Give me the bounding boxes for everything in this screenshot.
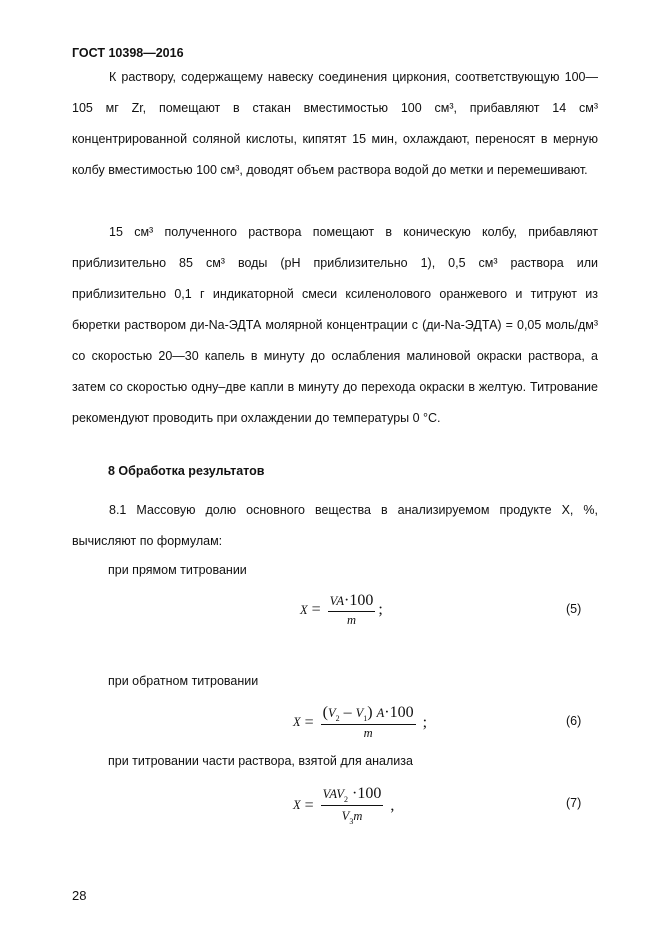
formula-6: X = $\frac{(V_2 - V_1) A\cdot 100}{m}$ ; xyxy=(293,704,428,741)
document-header: ГОСТ 10398—2016 xyxy=(72,46,184,60)
formula-5: X = $\frac{VA\cdot 100}{m}$ ; xyxy=(300,592,383,627)
paragraph-dissolution: К раствору, содержащему навеску соединения циркония, соответствующую 100—105 мг Zr, помещают в стакан вместимостью 100 см³, прибавляют 14 см³ концентрированной соляной кислоты, кипятят 15 мин, охлаждают, переносят в мерную колбу вместимостью 100 см³, доводят объем раствора водой до метки и перемешивают. xyxy=(72,70,598,177)
paragraph-titration: 15 см³ полученного раствора помещают в коническую колбу, прибавляют приблизительно 85 см³ воды (pH приблизительно 1), 0,5 см³ раствора или приблизительно 0,1 г индикаторной смеси ксиленолового оранжевого и титруют из бюретки раствором ди-Na-ЭДТА молярной концентрации c (ди-Na-ЭДТА) = 0,05 моль/дм³ со скоростью 20—30 капель в минуту до ослабления малиновой окраски раствора, а затем со скоростью одну–две капли в минуту до перехода окраски в желтую. Титрование рекомендуют проводить при охлаждении до температуры 0 °С. xyxy=(72,225,598,425)
page-number: 28 xyxy=(72,888,87,903)
section-heading: 8 Обработка результатов xyxy=(108,464,265,478)
formula-7: X = $\frac{VAV_2 \cdot 100}{V_3m}$ , xyxy=(293,785,395,827)
equation-number-5: (5) xyxy=(566,602,582,616)
paragraph-calculation: 8.1 Массовую долю основного вещества в анализируемом продукте X, %, вычисляют по формулам: xyxy=(72,503,598,548)
label-back-titration: при обратном титровании xyxy=(108,674,259,688)
equation-number-6: (6) xyxy=(566,714,582,728)
equation-number-7: (7) xyxy=(566,796,582,810)
label-partial-titration: при титровании части раствора, взятой для анализа xyxy=(108,754,413,768)
label-direct-titration: при прямом титровании xyxy=(108,563,247,577)
